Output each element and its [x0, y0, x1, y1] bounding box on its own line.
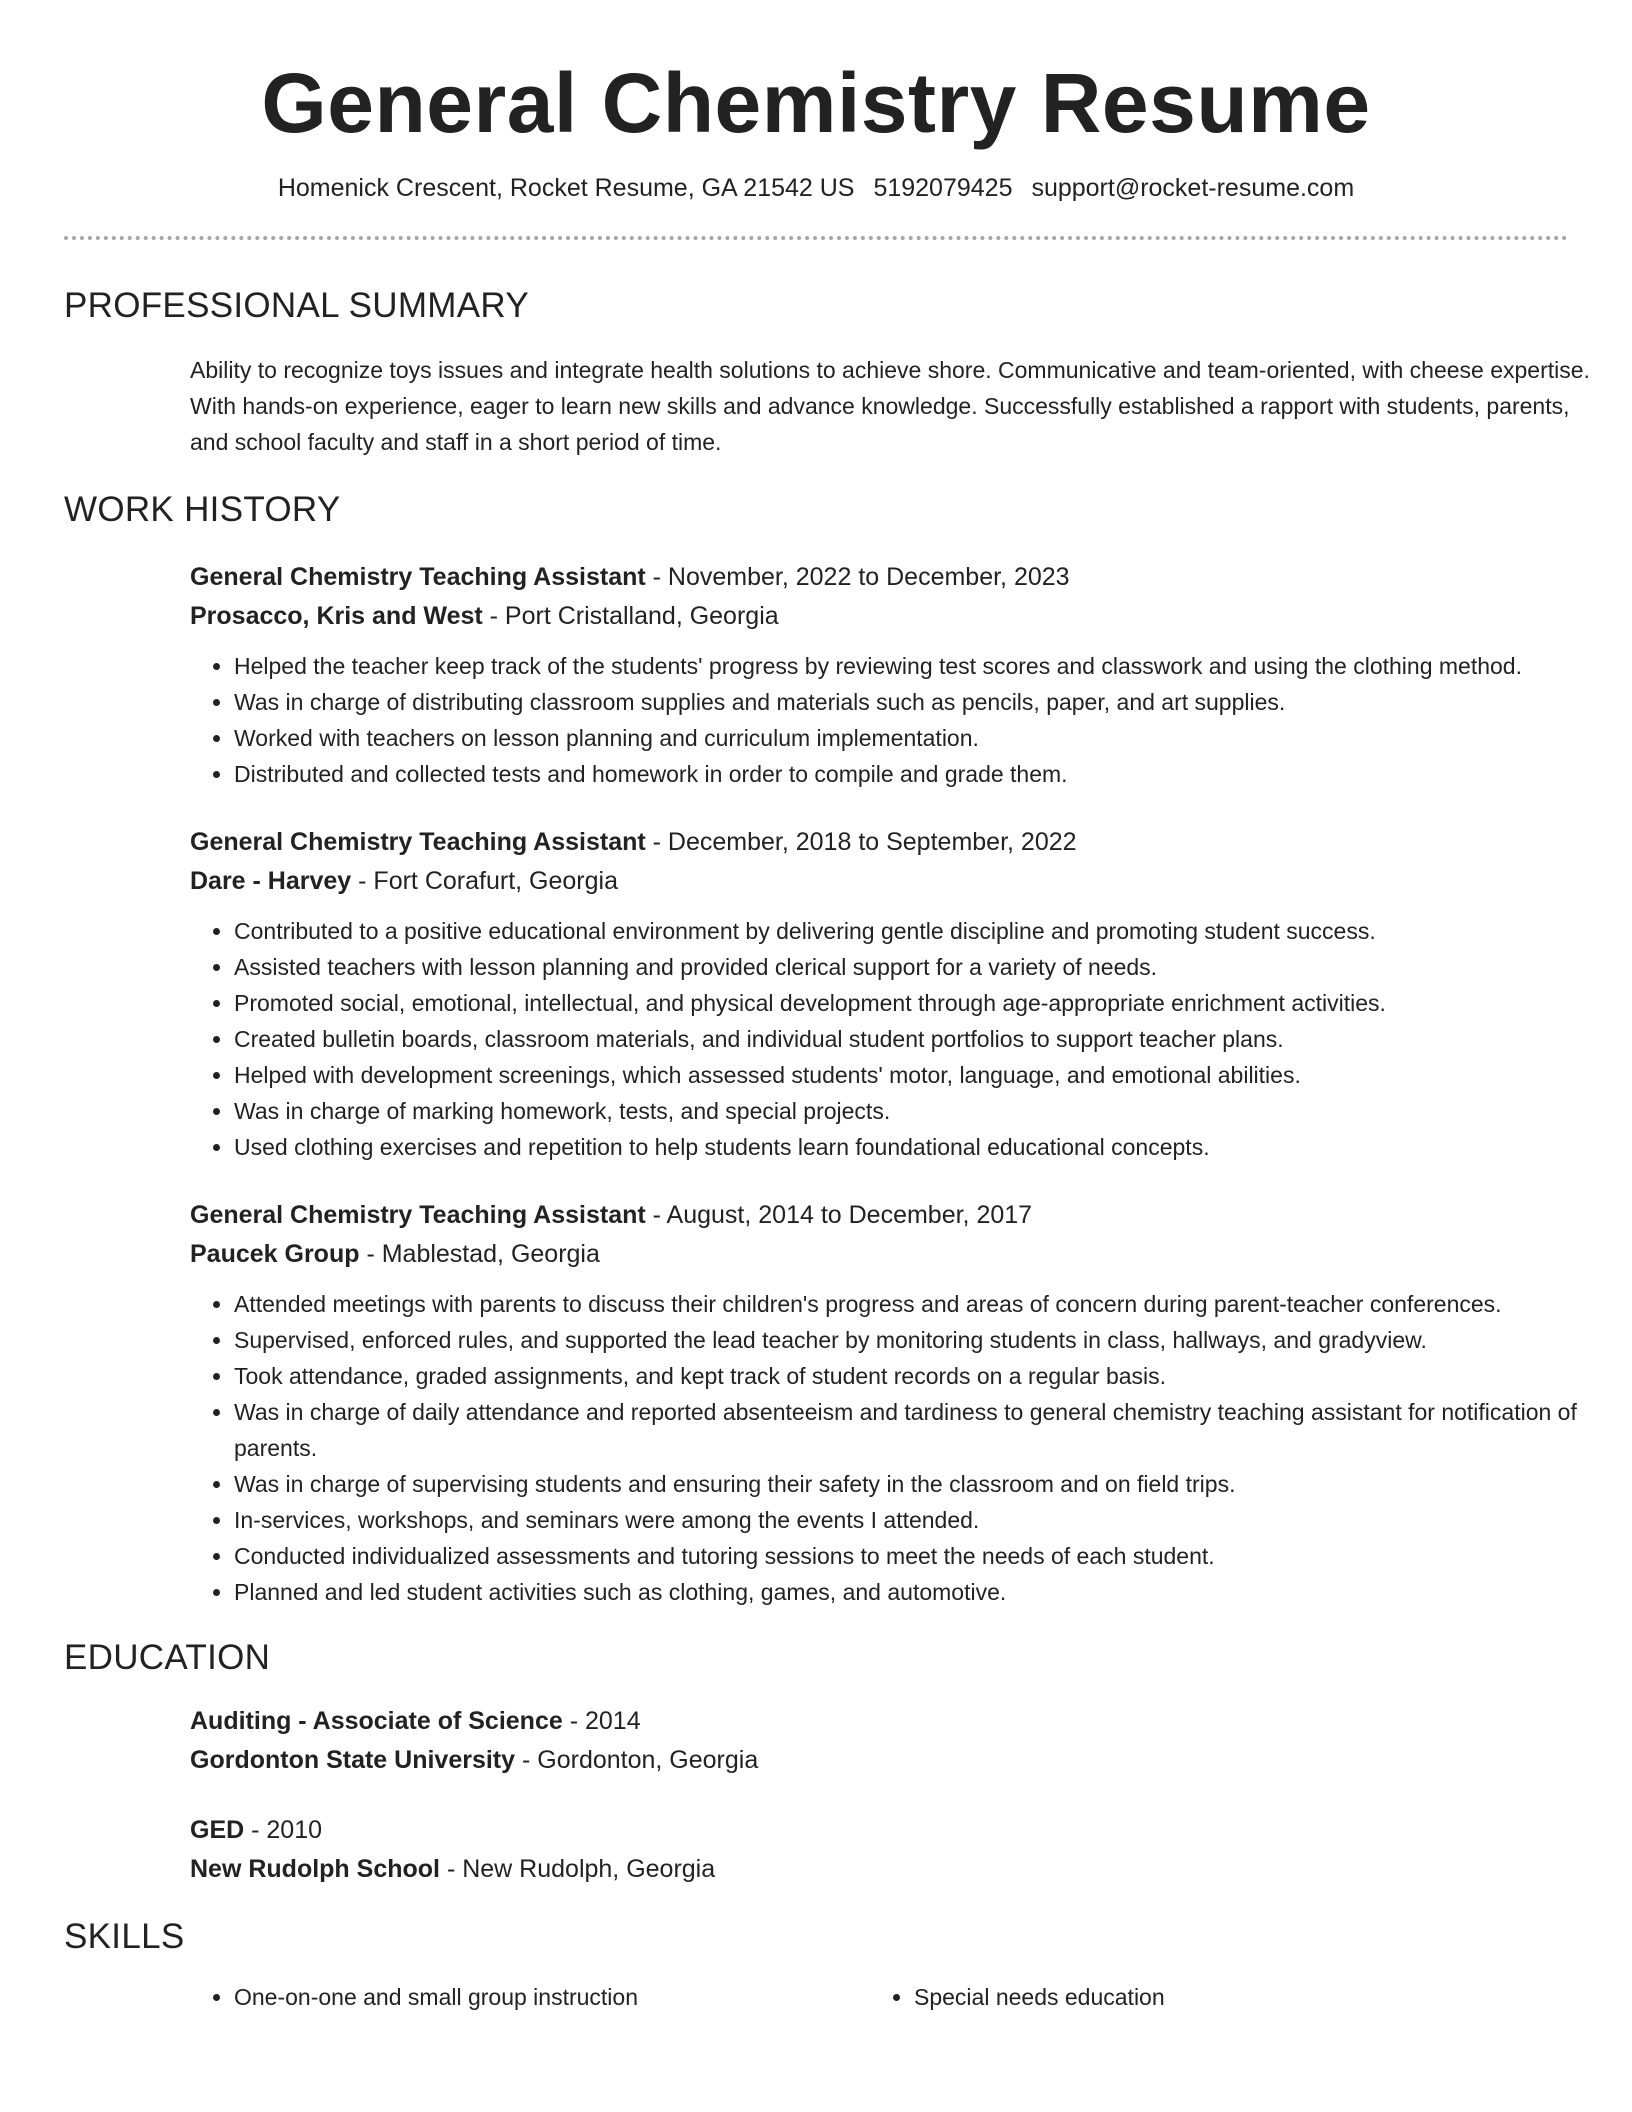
- job-title-line: [190, 1196, 1600, 1235]
- resume-title: General Chemistry Resume: [261, 56, 1371, 150]
- job-entry: [190, 823, 1600, 1165]
- education-location: - New Rudolph, Georgia: [440, 1855, 716, 1883]
- list-item: • Special needs education: [914, 1979, 1550, 2015]
- list-item: • Assisted teachers with lesson planning and provided clerical support for a variety of needs.: [234, 949, 1600, 985]
- list-item: • Was in charge of daily attendance and reported absenteeism and tardiness to general chemistry teaching assistant for notification of parents.: [234, 1394, 1600, 1466]
- list-item: • Promoted social, emotional, intellectual, and physical development through age-appropriate enrichment activities.: [234, 985, 1600, 1021]
- list-item: • Supervised, enforced rules, and supported the lead teacher by monitoring students in class, hallways, and gradyview.: [234, 1322, 1600, 1358]
- resume-page: [64, 0, 1590, 2015]
- list-item: • Worked with teachers on lesson planning and curriculum implementation.: [234, 720, 1600, 756]
- job-position: General Chemistry Teaching Assistant: [190, 563, 646, 591]
- education-degree-line: [190, 1702, 1600, 1741]
- job-company-line: [190, 1235, 1600, 1274]
- header-divider: [64, 236, 1568, 240]
- education-entry: [190, 1811, 1600, 1889]
- job-company-line: [190, 862, 1600, 901]
- education-year: - 2010: [244, 1816, 323, 1844]
- skills-grid: [190, 1979, 1600, 2015]
- list-item: • Conducted individualized assessments and tutoring sessions to meet the needs of each student.: [234, 1538, 1600, 1574]
- skills-list-right: [870, 1979, 1550, 2015]
- section-title-education: EDUCATION: [64, 1638, 271, 1677]
- job-location: - Fort Corafurt, Georgia: [351, 867, 618, 895]
- list-item: • One-on-one and small group instruction: [234, 1979, 870, 2015]
- education-degree: Auditing - Associate of Science: [190, 1707, 563, 1735]
- education-degree: GED: [190, 1816, 245, 1844]
- education-school-line: [190, 1741, 1600, 1780]
- section-title-work-history: WORK HISTORY: [64, 490, 341, 529]
- list-item: • Was in charge of marking homework, tests, and special projects.: [234, 1093, 1600, 1129]
- list-item: • Helped the teacher keep track of the students' progress by reviewing test scores and classwork and using the clothing method.: [234, 648, 1600, 684]
- job-title-line: [190, 823, 1600, 862]
- job-dates: - August, 2014 to December, 2017: [645, 1201, 1033, 1229]
- job-position: General Chemistry Teaching Assistant: [190, 1201, 646, 1229]
- list-item: • In-services, workshops, and seminars were among the events I attended.: [234, 1502, 1600, 1538]
- list-item: • Distributed and collected tests and homework in order to compile and grade them.: [234, 756, 1600, 792]
- job-title-line: [190, 558, 1600, 597]
- list-item: • Planned and led student activities such as clothing, games, and automotive.: [234, 1574, 1600, 1610]
- contact-email: support@rocket-resume.com: [1031, 174, 1355, 202]
- education-entry: [190, 1702, 1600, 1780]
- job-company: Prosacco, Kris and West: [190, 602, 483, 630]
- summary-text: Ability to recognize toys issues and integrate health solutions to achieve shore. Communicative and team-oriented, with cheese expertise. With hands-on experience, eager to learn new skills and advance knowledge. Successfully established a rapport with students, parents, and school faculty and staff in a short period of time.: [190, 357, 1590, 455]
- list-item: • Contributed to a positive educational environment by delivering gentle discipline and promoting student success.: [234, 913, 1600, 949]
- section-title-summary: PROFESSIONAL SUMMARY: [64, 286, 529, 325]
- education-school: New Rudolph School: [190, 1855, 440, 1883]
- education-school-line: [190, 1850, 1600, 1889]
- list-item: • Helped with development screenings, which assessed students' motor, language, and emotional abilities.: [234, 1057, 1600, 1093]
- job-location: - Port Cristalland, Georgia: [482, 602, 779, 630]
- education-degree-line: [190, 1811, 1600, 1850]
- list-item: • Used clothing exercises and repetition to help students learn foundational educational concepts.: [234, 1129, 1600, 1165]
- list-item: • Attended meetings with parents to discuss their children's progress and areas of concern during parent-teacher conferences.: [234, 1286, 1600, 1322]
- job-location: - Mablestad, Georgia: [359, 1240, 600, 1268]
- contact-phone: 5192079425: [873, 174, 1013, 202]
- job-entry: [190, 1196, 1600, 1610]
- job-entry: [190, 558, 1600, 792]
- contact-address: Homenick Crescent, Rocket Resume, GA 21542 US: [277, 174, 855, 202]
- job-duties-list: [190, 1286, 1600, 1610]
- education-year: - 2014: [562, 1707, 641, 1735]
- job-company: Paucek Group: [190, 1240, 360, 1268]
- job-duties-list: [190, 913, 1600, 1165]
- list-item: • Took attendance, graded assignments, and kept track of student records on a regular basis.: [234, 1358, 1600, 1394]
- list-item: • Was in charge of supervising students and ensuring their safety in the classroom and on field trips.: [234, 1466, 1600, 1502]
- section-title-skills: SKILLS: [64, 1917, 185, 1956]
- contact-line: [64, 172, 1568, 204]
- education-location: - Gordonton, Georgia: [515, 1746, 759, 1774]
- skills-list-left: [190, 1979, 870, 2015]
- job-company: Dare - Harvey: [190, 867, 352, 895]
- job-company-line: [190, 597, 1600, 636]
- job-position: General Chemistry Teaching Assistant: [190, 828, 646, 856]
- list-item: • Was in charge of distributing classroom supplies and materials such as pencils, paper, and art supplies.: [234, 684, 1600, 720]
- job-dates: - December, 2018 to September, 2022: [645, 828, 1077, 856]
- job-dates: - November, 2022 to December, 2023: [645, 563, 1070, 591]
- job-duties-list: [190, 648, 1600, 792]
- list-item: • Created bulletin boards, classroom materials, and individual student portfolios to support teacher plans.: [234, 1021, 1600, 1057]
- education-school: Gordonton State University: [190, 1746, 516, 1774]
